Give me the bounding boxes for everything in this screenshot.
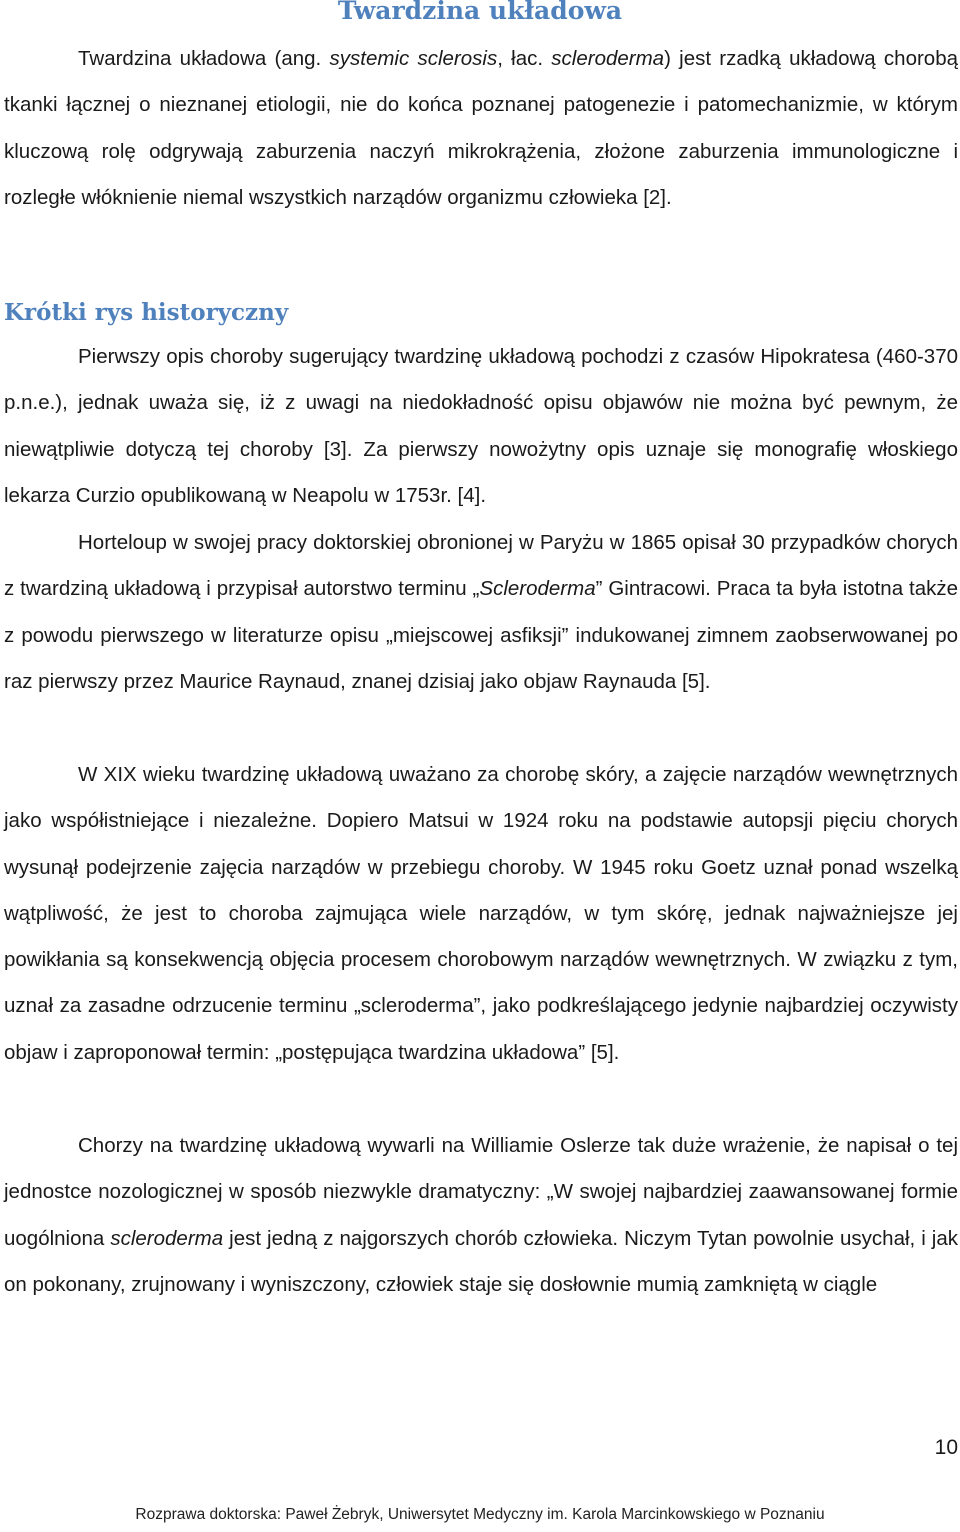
italic-term: systemic sclerosis: [329, 47, 498, 70]
paragraph-intro: [4, 36, 958, 221]
italic-term: Scleroderma: [479, 577, 596, 601]
page-footer: Rozprawa doktorska: Paweł Żebryk, Uniwersytet Medyczny im. Karola Marcinkowskiego w Poznaniu: [135, 1506, 825, 1523]
italic-term: scleroderma: [551, 47, 665, 70]
paragraph-history-3: W XIX wieku twardzinę układową uważano za chorobę skóry, a zajęcie narządów wewnętrznych jako współistniejące i niezależne. Dopiero Matsui w 1924 roku na podstawie autopsji pięciu chorych wysunął podejrzenie zajęcia narządów w przebiegu choroby. W 1945 roku Goetz uznał ponad wszelką wątpliwość, że jest to choroba zajmująca wiele narządów, w tym skórę, jednak najważniejsze jej powikłania są konsekwencją objęcia procesem chorobowym narządów wewnętrznych. W związku z tym, uznał za zasadne odrzucenie terminu „scleroderma”, jako podkreślającego jedynie najbardziej oczywisty objaw i zaproponował termin: „postępująca twardzina układowa” [5].: [4, 763, 958, 1064]
paragraph-history-4: [4, 1123, 958, 1308]
text-span: Twardzina układowa (ang.: [78, 47, 330, 70]
italic-term: scleroderma: [110, 1226, 224, 1250]
paragraph-history-1: Pierwszy opis choroby sugerujący twardzinę układową pochodzi z czasów Hipokratesa (460-370 p.n.e.), jednak uważa się, iż z uwagi na niedokładność opisu objawów nie można być pewnym, że niewątpliwie dotyczą tej choroby [3]. Za pierwszy nowożytny opis uznaje się monografię włoskiego lekarza Curzio opublikowaną w Neapolu w 1753r. [4].: [4, 345, 958, 507]
page-number: 10: [934, 1436, 958, 1459]
paragraph-history-2: [4, 520, 958, 705]
section-heading: Krótki rys historyczny: [4, 299, 289, 326]
text-span: jest jedną z najgorszych chorób człowieka. Niczym Tytan powolnie usychał, i jak on pokonany, zrujnowany i wyniszczony, człowiek staje się dosłownie mumią zamkniętą w ciągle: [4, 1226, 958, 1296]
text-span: Chorzy na twardzinę układową wywarli na Williamie Oslerze tak duże wrażenie, że napisał o tej jednostce nozologicznej w sposób niezwykle dramatyczny: „W swojej najbardziej zaawansowanej formie uogólniona: [4, 1134, 958, 1250]
text-span: ” Gintracowi. Praca ta była istotna także z powodu pierwszego w literaturze opisu „miejscowej asfiksji” indukowanej zimnem zaobserwowanej po raz pierwszy przez Maurice Raynaud, znanej dzisiaj jako objaw Raynauda [5].: [4, 577, 958, 693]
page-title: Twardzina układowa: [337, 0, 623, 25]
text-span: , łac.: [497, 47, 552, 70]
text-span: Horteloup w swojej pracy doktorskiej obronionej w Paryżu w 1865 opisał 30 przypadków chorych z twardziną układową i przypisał autorstwo terminu „: [4, 531, 958, 601]
text-span: ) jest rzadką układową chorobą tkanki łącznej o nieznanej etiologii, nie do końca poznanej patogenezie i patomechanizmie, w którym kluczową rolę odgrywają zaburzenia naczyń mikrokrążenia, złożone zaburzenia immunologiczne i rozległe włóknienie niemal wszystkich narządów organizmu człowieka [2].: [4, 47, 958, 209]
